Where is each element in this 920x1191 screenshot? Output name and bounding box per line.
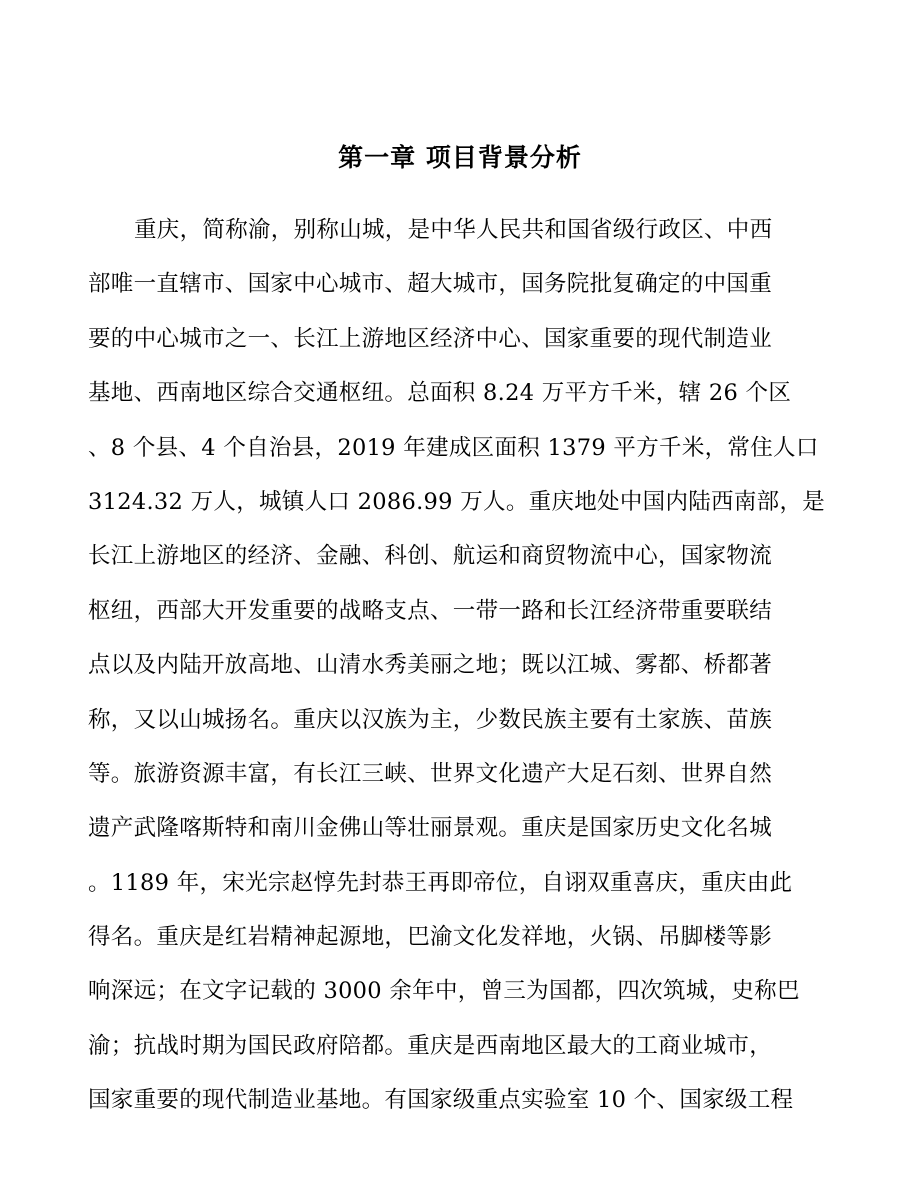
paragraph-line: 3124.32 万人，城镇人口 2086.99 万人。重庆地处中国内陆西南部，是 <box>88 488 826 515</box>
paragraph-line: 称，又以山城扬名。重庆以汉族为主，少数民族主要有土家族、苗族 <box>88 706 773 733</box>
body-paragraph <box>88 203 848 1128</box>
paragraph-line: 长江上游地区的经济、金融、科创、航运和商贸物流中心，国家物流 <box>88 543 773 570</box>
paragraph-line: 得名。重庆是红岩精神起源地，巴渝文化发祥地，火锅、吊脚楼等影 <box>88 924 773 951</box>
paragraph-line: 部唯一直辖市、国家中心城市、超大城市，国务院批复确定的中国重 <box>88 271 773 298</box>
paragraph-line: 枢纽，西部大开发重要的战略支点、一带一路和长江经济带重要联结 <box>88 597 773 624</box>
paragraph-line: 重庆，简称渝，别称山城，是中华人民共和国省级行政区、中西 <box>134 217 773 243</box>
paragraph-line: 点以及内陆开放高地、山清水秀美丽之地；既以江城、雾都、桥都著 <box>88 652 773 679</box>
paragraph-line: 基地、西南地区综合交通枢纽。总面积 8.24 万平方千米，辖 26 个区 <box>88 380 792 407</box>
paragraph-line: 。1189 年，宋光宗赵惇先封恭王再即帝位，自诩双重喜庆，重庆由此 <box>88 869 793 896</box>
paragraph-line: 渝；抗战时期为国民政府陪都。重庆是西南地区最大的工商业城市， <box>88 1032 773 1059</box>
chapter-title: 第一章 项目背景分析 <box>338 143 582 172</box>
paragraph-line: 国家重要的现代制造业基地。有国家级重点实验室 10 个、国家级工程 <box>88 1087 794 1114</box>
paragraph-line: 要的中心城市之一、长江上游地区经济中心、国家重要的现代制造业 <box>88 325 773 352</box>
paragraph-line: 等。旅游资源丰富，有长江三峡、世界文化遗产大足石刻、世界自然 <box>88 760 773 787</box>
paragraph-line: 响深远；在文字记载的 3000 余年中，曾三为国都，四次筑城，史称巴 <box>88 978 800 1005</box>
paragraph-line: 、8 个县、4 个自治县，2019 年建成区面积 1379 平方千米，常住人口 <box>88 434 819 461</box>
paragraph-line: 遗产武隆喀斯特和南川金佛山等壮丽景观。重庆是国家历史文化名城 <box>88 815 773 842</box>
